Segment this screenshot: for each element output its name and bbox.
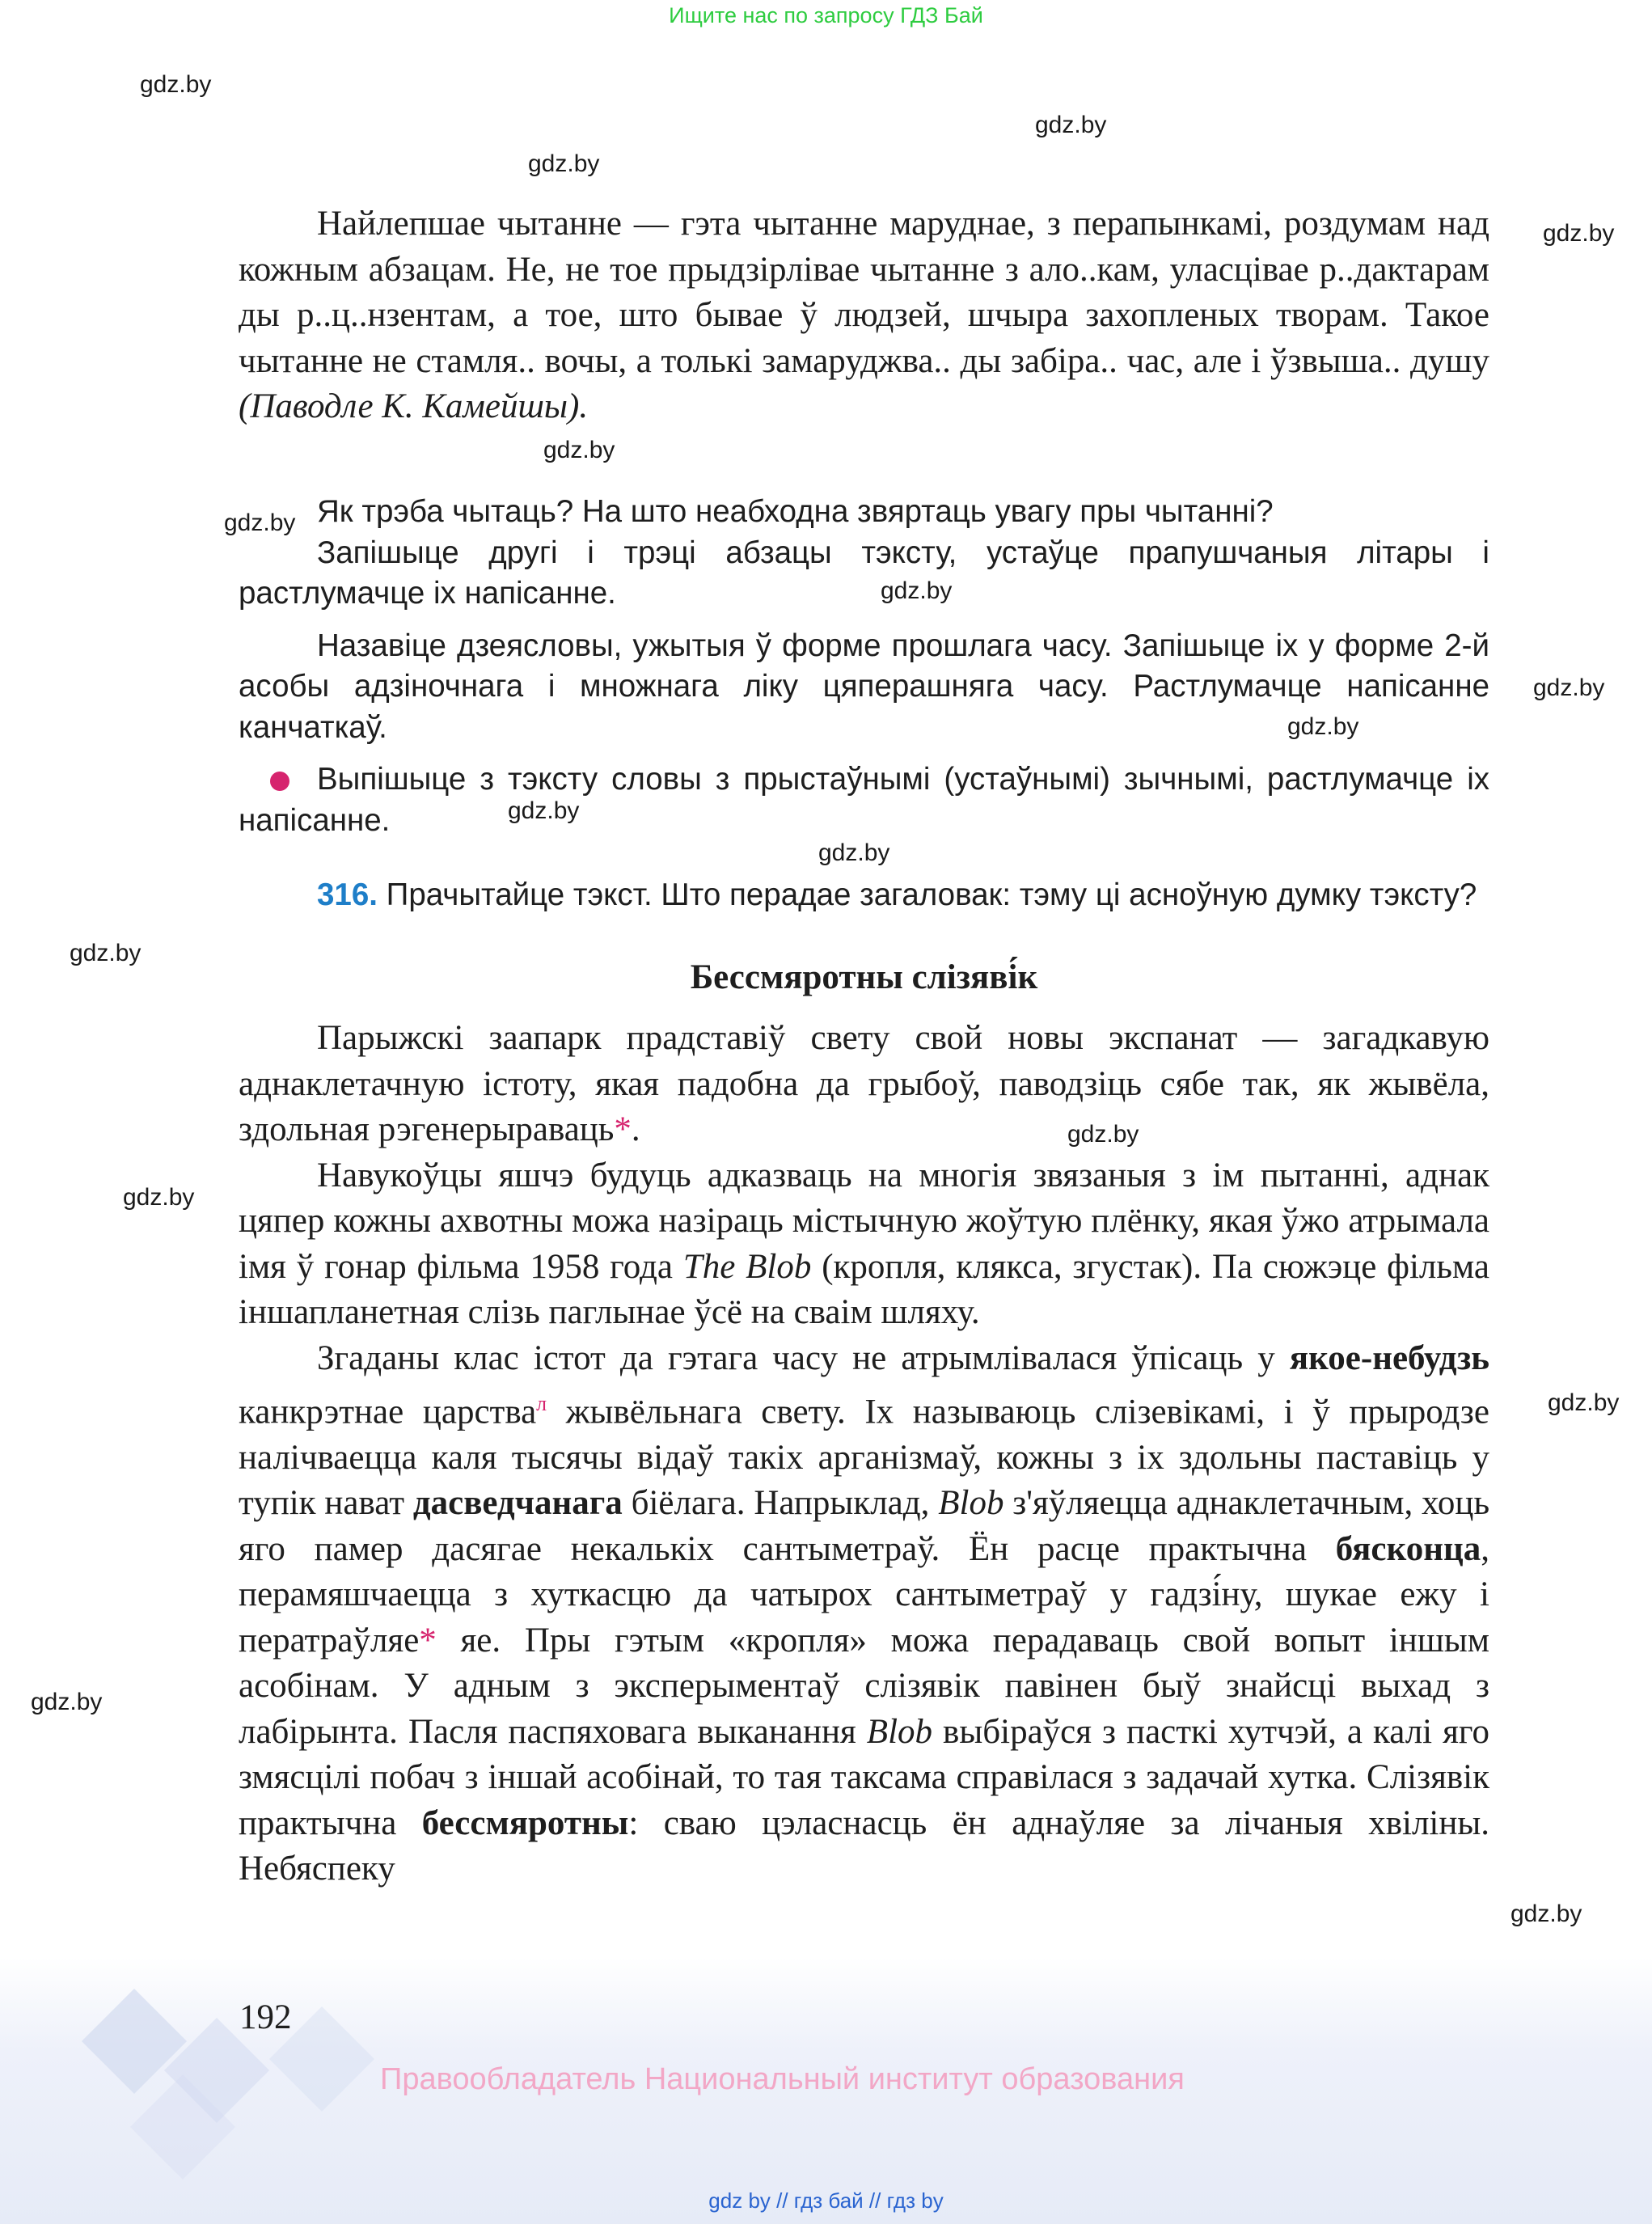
asterisk-mark: * <box>614 1110 632 1148</box>
task-question-3: Назавіце дзеясловы, ужытыя ў форме прошлага часу. Запішыце іх у форме 2-й асобы адзіночнага і множнага ліку цяперашняга часу. Растлумачце напісанне канчаткаў. <box>239 628 1489 745</box>
exercise-instruction: Прачытайце тэкст. Што перадае загаловак: тэму ці асноўную думку тэксту? <box>386 877 1477 912</box>
tasks-block <box>239 492 1489 841</box>
paragraph-3: Згаданы клас істот да гэтага часу не атрымлівалася ўпісаць у якое-небудзь канкрэтнае царства$^л$ жывёльнага свету. Іх называюць слізевікамі, і ў прыродзе налічваецца каля тысячы відаў такіх арганізмаў, кожны з іх здольны паставіць у тупік нават дасведчанага біёлага. Напрыклад, Blob з'яўляецца аднаклетачным, хоць яго памер дасягае некалькіх сантыметраў. Ён расце практычна бясконца, перамяшчаецца з хуткасцю да чатырох сантыметраў у гадзі́ну, шукае ежу і ператраўляе* яе. Пры гэтым «кропля» можа перадаваць свой вопыт іншым асобінам. У адным з эксперыментаў слізявік павінен быў знайсці выхад з лабірынта. Пасля паспяховага выканання Blob выбіраўся з пасткі хутчэй, а калі яго змясцілі побач з іншай асобінай, то тая таксама справілася з задачай хутка. Слізявік практычна бессмяротны: сваю цэласнасць ён аднаўляе за лічаныя хвіліны. Небяспеку <box>239 1338 1490 1888</box>
watermark: gdz.by <box>1035 112 1107 138</box>
task-question-4-text: Выпішыце з тэксту словы з прыстаўнымі (устаўнымі) зычнымі, растлумачце іх напісанне. <box>239 762 1489 838</box>
watermark: gdz.by <box>528 150 600 177</box>
passage-1-source: (Паводле К. Камейшы). <box>239 387 589 425</box>
task-question-4 <box>239 759 1489 841</box>
watermark: gdz.by <box>70 940 142 966</box>
task-question-2: Запішыце другі і трэці абзацы тэксту, устаўце прапушчаныя літары і растлумачце іх напісанне. <box>239 535 1489 611</box>
watermark: gdz.by <box>1543 220 1615 247</box>
watermark: gdz.by <box>140 71 212 98</box>
page-number: 192 <box>239 1998 292 2036</box>
paragraph-1: Парыжскі заапарк прадставіў свету свой новы экспанат — загадкавую аднаклетачную істоту, якая падобна да грыбоў, паводзіць сябе так, як жывёла, здольная рэгенерыраваць*. <box>239 1019 1489 1148</box>
copyright-notice: Правообладатель Национальный институт образования <box>380 2062 1185 2096</box>
watermark: gdz.by <box>1067 1121 1139 1148</box>
bottom-links[interactable]: gdz by // гдз бай // гдз by <box>708 2188 944 2213</box>
watermark: gdz.by <box>1548 1389 1620 1416</box>
watermark: gdz.by <box>31 1689 103 1715</box>
exercise-316 <box>239 875 1489 916</box>
passage-2 <box>239 1016 1489 1892</box>
watermark: gdz.by <box>1287 713 1359 740</box>
paragraph-2: Навукоўцы яшчэ будуць адказваць на многія звязаныя з ім пытанні, аднак цяпер кожны ахвотны можа назіраць містычную жоўтую плёнку, якая ўжо атрымала імя ў гонар фільма 1958 года The Blob (кропля, клякса, згустак). Па сюжэце фільма іншапланетная слізь паглынае ўсё на сваім шляху. <box>239 1156 1490 1331</box>
watermark: gdz.by <box>881 577 953 604</box>
task-question-1: Як трэба чытаць? На што неабходна звяртаць увагу пры чытанні? <box>317 494 1274 529</box>
top-search-banner: Ищите нас по запросу ГДЗ Бай <box>669 3 983 27</box>
passage-1-text: Найлепшае чытанне — гэта чытанне маруднае, з перапынкамі, роздумам над кожным абзацам. Не, не тое прыдзірлівае чытанне з ало..кам, уласцівае р..дактарам ды р..ц..нзентам, а тое, што бывае ў людзей, шчыра захопленых творам. Такое чытанне не стамля.. вочы, а толькі замаруджва.. ды забіра.. час, але і ўзвыша.. душу <box>239 205 1489 380</box>
text-title: Бессмяротны слізяві́к <box>690 958 1038 996</box>
passage-1 <box>239 201 1489 430</box>
watermark: gdz.by <box>1533 674 1605 701</box>
exercise-number: 316. <box>317 877 378 912</box>
asterisk-mark: * <box>419 1621 437 1660</box>
watermark: gdz.by <box>123 1184 195 1211</box>
bullet-icon <box>270 772 289 791</box>
watermark: gdz.by <box>508 797 580 824</box>
watermark: gdz.by <box>224 509 296 536</box>
watermark: gdz.by <box>818 839 890 866</box>
footnote-mark: л <box>536 1392 547 1415</box>
watermark: gdz.by <box>1510 1901 1582 1927</box>
watermark: gdz.by <box>543 437 615 463</box>
